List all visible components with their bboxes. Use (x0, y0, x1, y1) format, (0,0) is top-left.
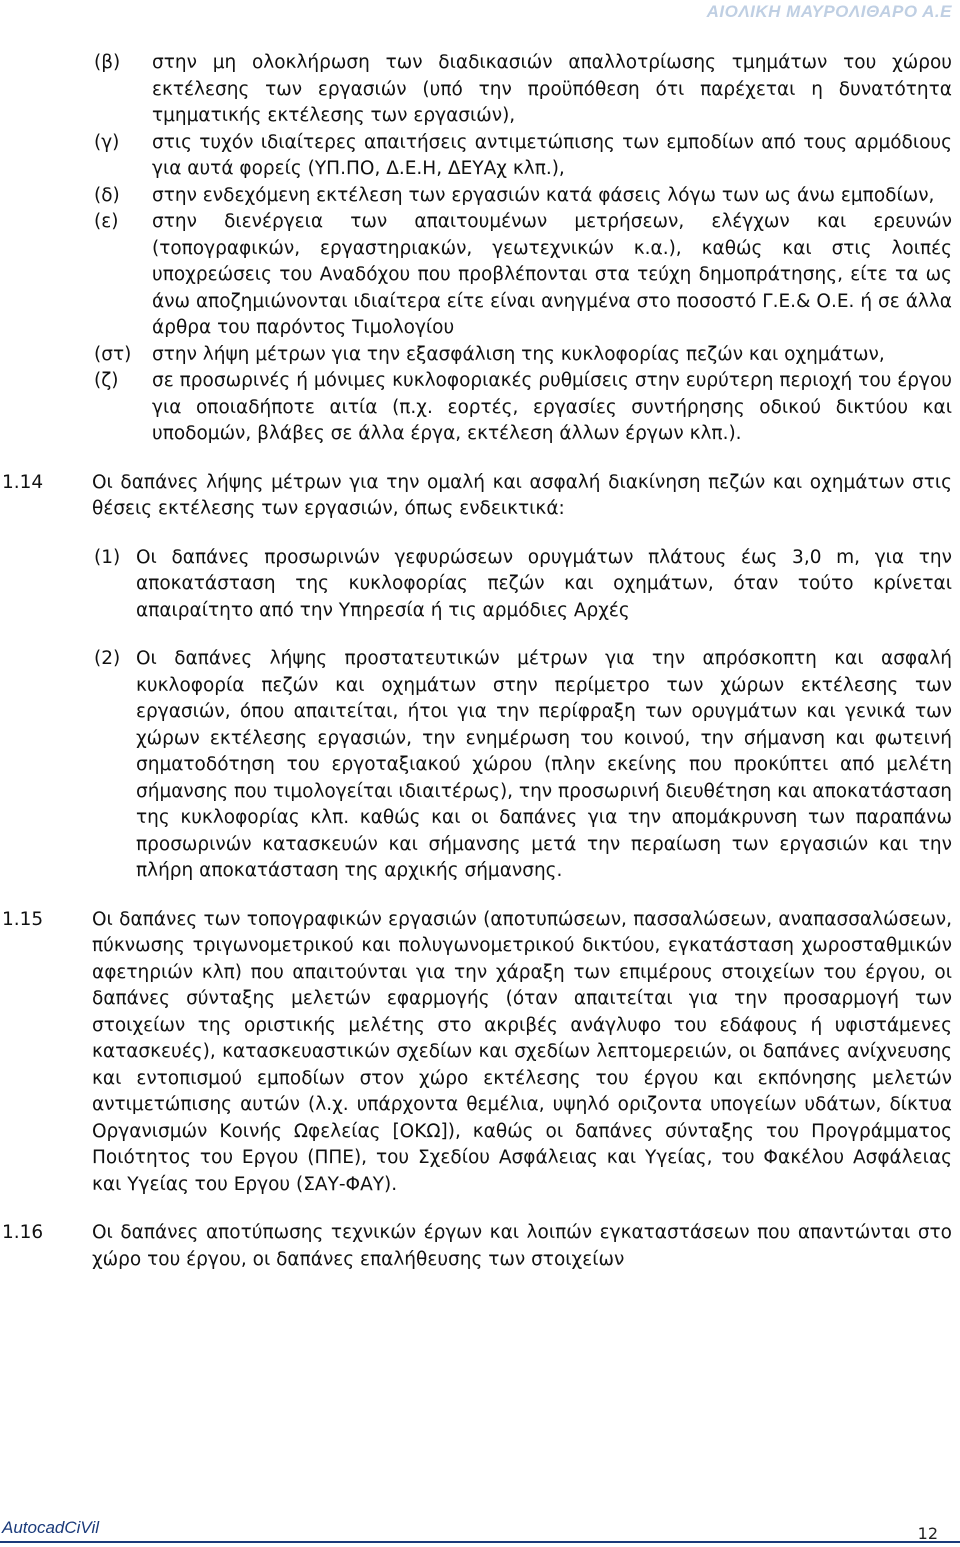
item-text: στην μη ολοκλήρωση των διαδικασιών απαλλοτρίωσης τμημάτων του χώρου εκτέλεσης των εργασιών (υπό την προϋπόθεση ότι παρέχεται η δυνατότητα τμηματικής εκτέλεσης των εργασιών), (152, 52, 952, 126)
sub-item-d (0, 183, 960, 210)
section-number: 1.14 (2, 471, 44, 493)
item-label: (γ) (94, 131, 120, 153)
footer-brand: AutocadCiVil (2, 1518, 100, 1537)
section-text: Οι δαπάνες λήψης μέτρων για την ομαλή και ασφαλή διακίνηση πεζών και οχημάτων στις θέσεις εκτέλεσης των εργασιών, όπως ενδεικτικά: (92, 471, 952, 519)
item-label: (2) (94, 648, 121, 669)
header-brand: ΑΙΟΛΙΚΗ ΜΑΥΡΟΛΙΘΑΡΟ Α.Ε (706, 2, 952, 21)
item-text: Οι δαπάνες προσωρινών γεφυρώσεων ορυγμάτων πλάτους έως 3,0 m, για την αποκατάσταση της κυκλοφορίας πεζών και οχημάτων, όταν τούτο κρίνεται απαιραίτητο από την Υπηρεσία ή τις αρμόδιες Αρχές (136, 546, 952, 621)
footer-divider (0, 1541, 960, 1543)
section-number: 1.16 (2, 1222, 44, 1243)
section-number: 1.15 (2, 908, 44, 930)
item-text: σε προσωρινές ή μόνιμες κυκλοφοριακές ρυθμίσεις στην ευρύτερη περιοχή του έργου για οποιαδήποτε αιτία (π.χ. εορτές, εργασίες συντήρησης οδικού δικτύου και υποδομών, βλάβες σε άλλα έργα, εκτέλεση άλλων έργων κλπ.). (152, 370, 952, 444)
page-number: 12 (917, 1524, 938, 1543)
sub-item-st (0, 342, 960, 369)
section-1-14 (0, 470, 960, 523)
item-label: (1) (94, 546, 121, 568)
item-text: στις τυχόν ιδιαίτερες απαιτήσεις αντιμετώπισης των εμποδίων από τους αρμόδιους για αυτά φορείς (ΥΠ.ΠΟ, Δ.Ε.Η, ΔΕΥΑχ κλπ.), (152, 131, 952, 179)
section-1-16 (0, 1220, 960, 1273)
section-1-14-item-2 (0, 646, 960, 885)
item-label: (ε) (94, 211, 119, 232)
item-label: (δ) (94, 184, 120, 206)
item-text: Οι δαπάνες λήψης προστατευτικών μέτρων για την απρόσκοπτη και ασφαλή κυκλοφορία πεζών και οχημάτων στην περίμετρο των χώρων εκτέλεσης των εργασιών, όπου απαιτείται, ήτοι για την περίφραξη των ορυγμάτων και γενικά των χώρων εκτέλεσης εργασιών, την ενημέρωση του κοινού, την σήμανση και φωτεινή σηματοδότηση του εργοταξιακού χώρου (πλην εκείνης που προκύπτει από μελέτη σήμανσης που τιμολογείται ιδιαιτέρως), την προσωρινή διευθέτηση και αποκατάσταση της κυκλοφορίας κλπ. καθώς και οι δαπάνες για την απομάκρυνση των παραπάνω προσωρινών κατασκευών και σήμανσης μετά την περαίωση των εργασιών και την πλήρη αποκατάσταση της αρχικής σήμανσης. (136, 648, 952, 881)
item-text: στην λήψη μέτρων για την εξασφάλιση της κυκλοφορίας πεζών και οχημάτων, (152, 343, 885, 365)
item-label: (β) (94, 52, 121, 73)
item-text: στην διενέργεια των απαιτουμένων μετρήσεων, ελέγχων και ερευνών (τοπογραφικών, εργαστηριακών, γεωτεχνικών κ.α.), καθώς και στις λοιπές υποχρεώσεις του Αναδόχου που προβλέπονται στα τεύχη δημοπράτησης, είτε τα ως άνω αποζημιώνονται ιδιαίτερα είτε είναι ανηγμένα στο ποσοστό Γ.Ε.& Ο.Ε. ή σε άλλα άρθρα του παρόντος Τιμολογίου (152, 211, 952, 338)
section-text: Οι δαπάνες των τοπογραφικών εργασιών (αποτυπώσεων, πασσαλώσεων, αναπασσαλώσεων, πύκνωσης τριγωνομετρικού και πολυγωνομετρικού δικτύου, εγκατάσταση χωροσταθμικών αφετηριών κλπ) που απαιτούνται για την χάραξη των επιμέρους στοιχείων του έργου, οι δαπάνες σύνταξης μελετών εφαρμογής (όταν απαιτείται για την προσαρμογή των στοιχείων της οριστικής μελέτης στο ακριβές ανάγλυφο του εδάφους ή υφιστάμενες κατασκευές), κατασκευαστικών σχεδίων και σχεδίων λεπτομερειών, οι δαπάνες ανίχνευσης και εντοπισμού εμποδίων στον χώρο εκτέλεσης του έργου και εκπόνησης μελετών αντιμετώπισης αυτών (λ.χ. υπάρχοντα θεμέλια, υψηλό οριζοντα υπογείων υδάτων, δίκτυα Οργανισμών Κοινής Ωφελείας [ΟΚΩ]), καθώς οι δαπάνες σύνταξης του Προγράμματος Ποιότητος του Εργου (ΠΠΕ), του Σχεδίου Ασφάλειας και Υγείας, του Φακέλου Ασφάλειας και Υγείας του Εργου (ΣΑΥ-ΦΑΥ). (92, 908, 952, 1195)
item-label: (στ) (94, 343, 132, 365)
sub-item-e (0, 209, 960, 342)
sub-item-z (0, 368, 960, 448)
section-1-14-item-1 (0, 545, 960, 625)
section-1-15 (0, 907, 960, 1199)
document-body (0, 50, 960, 1273)
item-label: (ζ) (94, 370, 119, 391)
section-text: Οι δαπάνες αποτύπωσης τεχνικών έργων και λοιπών εγκαταστάσεων που απαντώνται στο χώρο του έργου, οι δαπάνες επαλήθευσης των στοιχείων (92, 1222, 952, 1270)
item-text: στην ενδεχόμενη εκτέλεση των εργασιών κατά φάσεις λόγω των ως άνω εμποδίων, (152, 184, 935, 206)
sub-item-c (0, 130, 960, 183)
sub-item-b (0, 50, 960, 130)
